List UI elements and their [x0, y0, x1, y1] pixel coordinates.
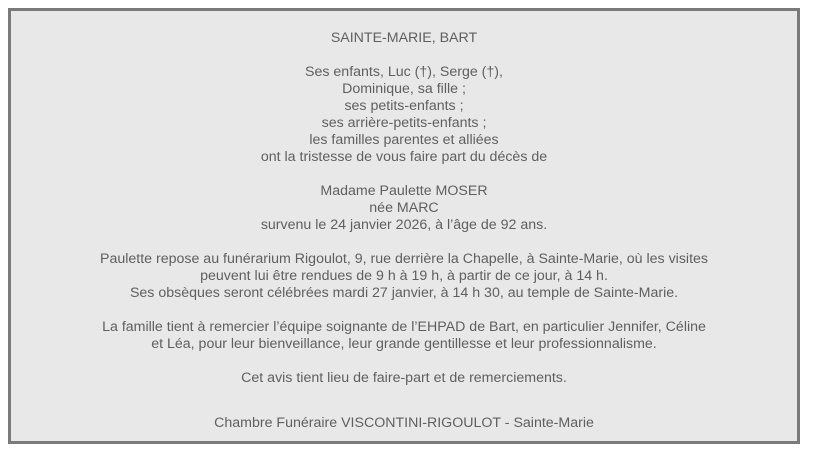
closing-line: Cet avis tient lieu de faire-part et de remerciements.	[241, 370, 567, 386]
funeral-line: Ses obsèques seront célébrées mardi 27 janvier, à 14 h 30, au temple de Sainte-Marie.	[129, 285, 679, 301]
funeral-line: Paulette repose au funérarium Rigoulot, 9, rue derrière la Chapelle, à Sainte-Marie, où les visites	[99, 251, 709, 267]
thanks-line: La famille tient à remercier l’équipe soignante de l’EHPAD de Bart, en particulier Jennifer, Céline	[102, 319, 706, 335]
obituary-notice	[8, 8, 800, 444]
family-line: Ses enfants, Luc (†), Serge (†),	[305, 64, 503, 80]
notice-title: SAINTE-MARIE, BART	[330, 30, 478, 46]
funeral-line: peuvent lui être rendues de 9 h à 19 h, à partir de ce jour, à 14 h.	[200, 268, 608, 284]
notice-content	[11, 30, 797, 432]
thanks-line: et Léa, pour leur bienveillance, leur grande gentillesse et leur professionnalisme.	[151, 336, 657, 352]
deceased-date: survenu le 24 janvier 2026, à l’âge de 92 ans.	[260, 217, 548, 233]
deceased-name: Madame Paulette MOSER	[320, 183, 488, 199]
deceased-maiden-name: née MARC	[369, 200, 439, 216]
funeral-home-footer: Chambre Funéraire VISCONTINI-RIGOULOT - Sainte-Marie	[214, 415, 594, 431]
family-line: Dominique, sa fille ;	[342, 81, 466, 97]
family-line: ses arrière-petits-enfants ;	[321, 115, 487, 131]
family-line: ont la tristesse de vous faire part du décès de	[260, 149, 548, 165]
family-line: ses petits-enfants ;	[344, 98, 464, 114]
family-line: les familles parentes et alliées	[309, 132, 499, 148]
